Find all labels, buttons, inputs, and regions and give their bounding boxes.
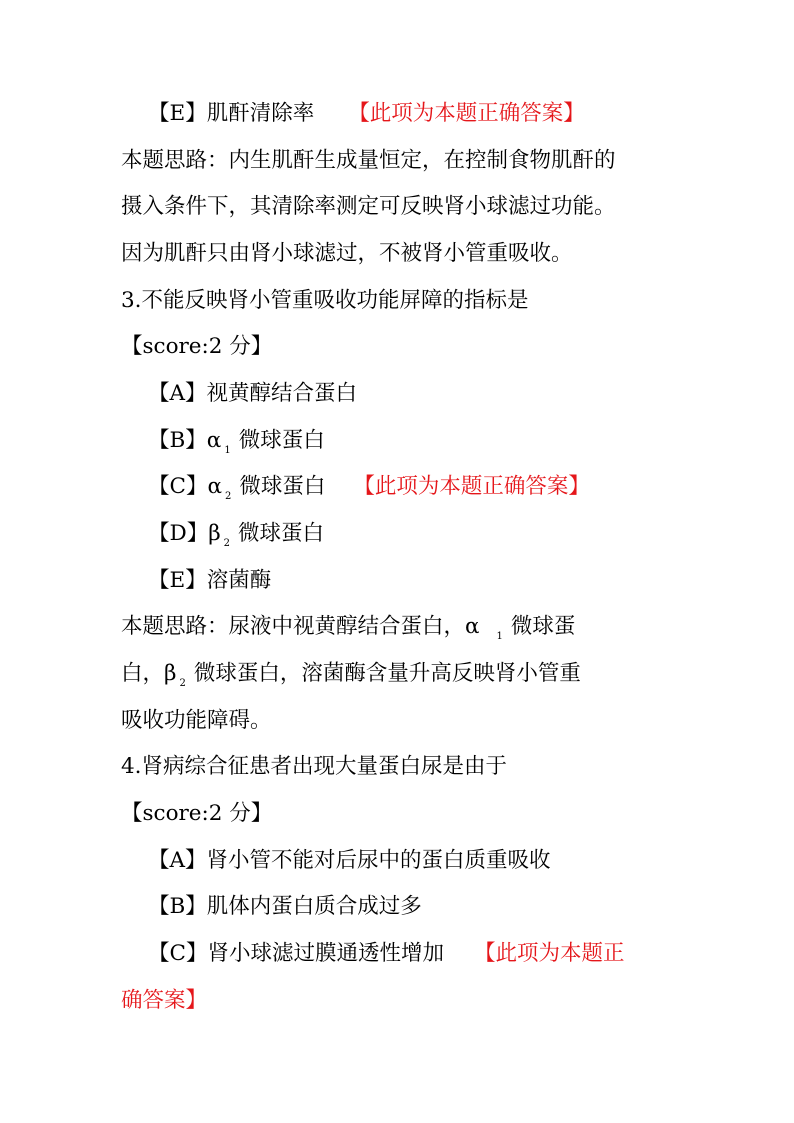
option-suffix: 微球蛋白 bbox=[238, 521, 325, 546]
subscript: 2 bbox=[223, 538, 231, 549]
q4-option-a: 【A】肾小管不能对后尿中的蛋白质重吸收 bbox=[148, 848, 551, 873]
q2-explanation-line: 摄入条件下，其清除率测定可反映肾小球滤过功能。 bbox=[121, 194, 616, 219]
q3-stem: 3.不能反映肾小管重吸收功能屏障的指标是 bbox=[121, 288, 529, 313]
option-label: 【C】肾小球滤过膜通透性增加 bbox=[148, 941, 444, 966]
explanation-text: 白，β bbox=[121, 661, 177, 686]
option-label: 【E】肌酐清除率 bbox=[148, 101, 315, 126]
option-suffix: 微球蛋白 bbox=[238, 428, 325, 453]
subscript: 1 bbox=[496, 631, 503, 642]
q4-option-c bbox=[148, 941, 708, 967]
q3-explanation-line bbox=[121, 614, 681, 650]
q3-option-e: 【E】溶菌酶 bbox=[148, 568, 272, 593]
option-prefix: 【B】α bbox=[148, 428, 222, 453]
explanation-text: 本题思路：尿液中视黄醇结合蛋白，α bbox=[121, 614, 480, 639]
subscript: 2 bbox=[179, 678, 186, 689]
subscript: 1 bbox=[224, 445, 231, 456]
option-prefix: 【C】α bbox=[148, 474, 222, 499]
explanation-text: 微球蛋白，溶菌酶含量升高反映肾小管重 bbox=[193, 661, 581, 686]
q4-option-b: 【B】肌体内蛋白质合成过多 bbox=[148, 894, 422, 919]
q4-score: 【score:2 分】 bbox=[121, 801, 273, 826]
q3-option-a: 【A】视黄醇结合蛋白 bbox=[148, 381, 358, 406]
q3-option-c bbox=[148, 474, 708, 510]
q3-option-d bbox=[148, 521, 708, 557]
correct-answer-marker-continued: 确答案】 bbox=[121, 988, 208, 1013]
q4-stem: 4.肾病综合征患者出现大量蛋白尿是由于 bbox=[121, 754, 508, 779]
option-prefix: 【D】β bbox=[148, 521, 221, 546]
q3-score: 【score:2 分】 bbox=[121, 334, 273, 359]
q2-explanation-line: 因为肌酐只由肾小球滤过，不被肾小管重吸收。 bbox=[121, 241, 573, 266]
q2-option-e bbox=[148, 101, 708, 127]
explanation-text: 微球蛋 bbox=[510, 614, 576, 639]
correct-answer-marker: 【此项为本题正确答案】 bbox=[348, 101, 585, 126]
correct-answer-marker: 【此项为本题正 bbox=[473, 941, 625, 966]
q3-explanation-line bbox=[121, 661, 681, 697]
subscript: 2 bbox=[224, 491, 232, 502]
q3-option-b bbox=[148, 428, 708, 464]
option-suffix: 微球蛋白 bbox=[239, 474, 326, 499]
q3-explanation-line: 吸收功能障碍。 bbox=[121, 708, 272, 733]
q2-explanation-line: 本题思路：内生肌酐生成量恒定，在控制食物肌酐的 bbox=[121, 148, 616, 173]
correct-answer-marker: 【此项为本题正确答案】 bbox=[353, 474, 590, 499]
